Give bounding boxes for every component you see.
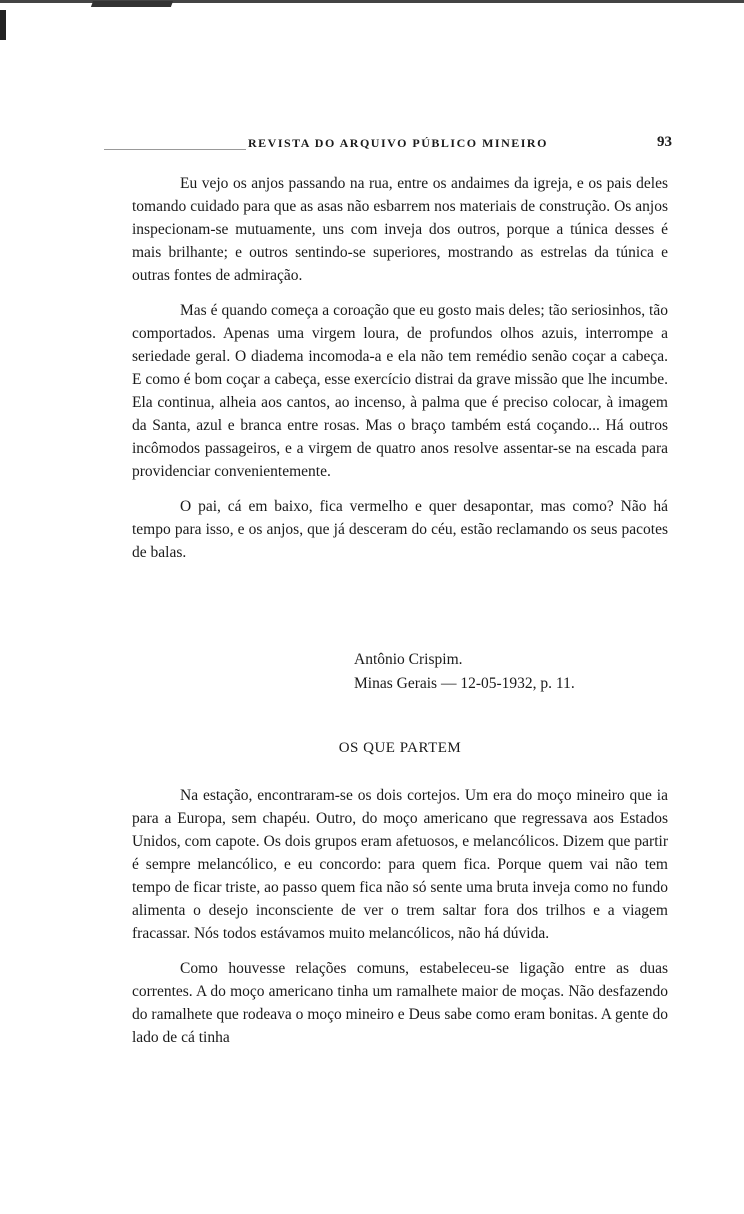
body-text-bottom: [132, 784, 668, 1061]
paragraph-estacao: Na estação, encontraram-se os dois cortejos. Um era do moço mineiro que ia para a Europa, sem chapéu. Outro, do moço americano que regressava aos Estados Unidos, com capote. Os dois grupos eram afetuosos, e melancólicos. Dizem que partir é sempre melancólico, e eu concordo: para quem fica. Porque quem vai não tem tempo de ficar triste, ao passo quem fica não só sente uma bruta inveja como no fundo alimenta o desejo inconsciente de ver o trem saltar fora dos trilhos e a viagem fracassar. Nós todos estávamos muito melancólicos, não há dúvida.: [132, 787, 668, 942]
paragraph-coroacao: Mas é quando começa a coroação que eu gosto mais deles; tão seriosinhos, tão comportados. Apenas uma virgem loura, de profundos olhos azuis, interrompe a seriedade geral. O diadema incomoda-a e ela não tem remédio senão coçar a cabeça. E como é bom coçar a cabeça, esse exercício distrai da grave missão que lhe incumbe. Ela continua, alheia aos cantos, ao incenso, à palma que é preciso colocar, à imagem da Santa, azul e branca entre rosas. Mas o braço também está coçando... Há outros incômodos passageiros, e a virgem de quatro anos resolve assentar-se na escada para providenciar convenientemente.: [132, 302, 668, 480]
body-text-top: [132, 172, 668, 576]
page-header: [104, 134, 672, 156]
scan-top-edge: [0, 0, 744, 17]
scan-left-edge: [0, 10, 6, 40]
running-title: REVISTA DO ARQUIVO PÚBLICO MINEIRO: [248, 136, 548, 150]
page-number: 93: [657, 134, 672, 150]
signature-source: Minas Gerais — 12-05-1932, p. 11.: [354, 675, 575, 692]
scan-mark: [91, 1, 173, 7]
paragraph-relacoes: Como houvesse relações comuns, estabeleceu-se ligação entre as duas correntes. A do moço americano tinha um ramalhete maior de moças. Não desfazendo do ramalhete que rodeava o moço mineiro e Deus sabe como eram bonitas. A gente do lado de cá tinha: [132, 960, 668, 1046]
signature-author: Antônio Crispim.: [354, 651, 463, 668]
signature-block: [354, 648, 575, 696]
section-title: OS QUE PARTEM: [338, 740, 462, 756]
header-rule: [104, 149, 246, 150]
paragraph-anjos: Eu vejo os anjos passando na rua, entre os andaimes da igreja, e os pais deles tomando cuidado para que as asas não esbarrem nos materiais de construção. Os anjos inspecionam-se mutuamente, uns com inveja dos outros, porque a túnica desses é mais brilhante; e outros sentindo-se superiores, mostrando as estrelas da túnica e outras fontes de admiração.: [132, 175, 668, 284]
paragraph-pai: O pai, cá em baixo, fica vermelho e quer desapontar, mas como? Não há tempo para isso, e os anjos, que já desceram do céu, estão reclamando os seus pacotes de balas.: [132, 498, 668, 561]
